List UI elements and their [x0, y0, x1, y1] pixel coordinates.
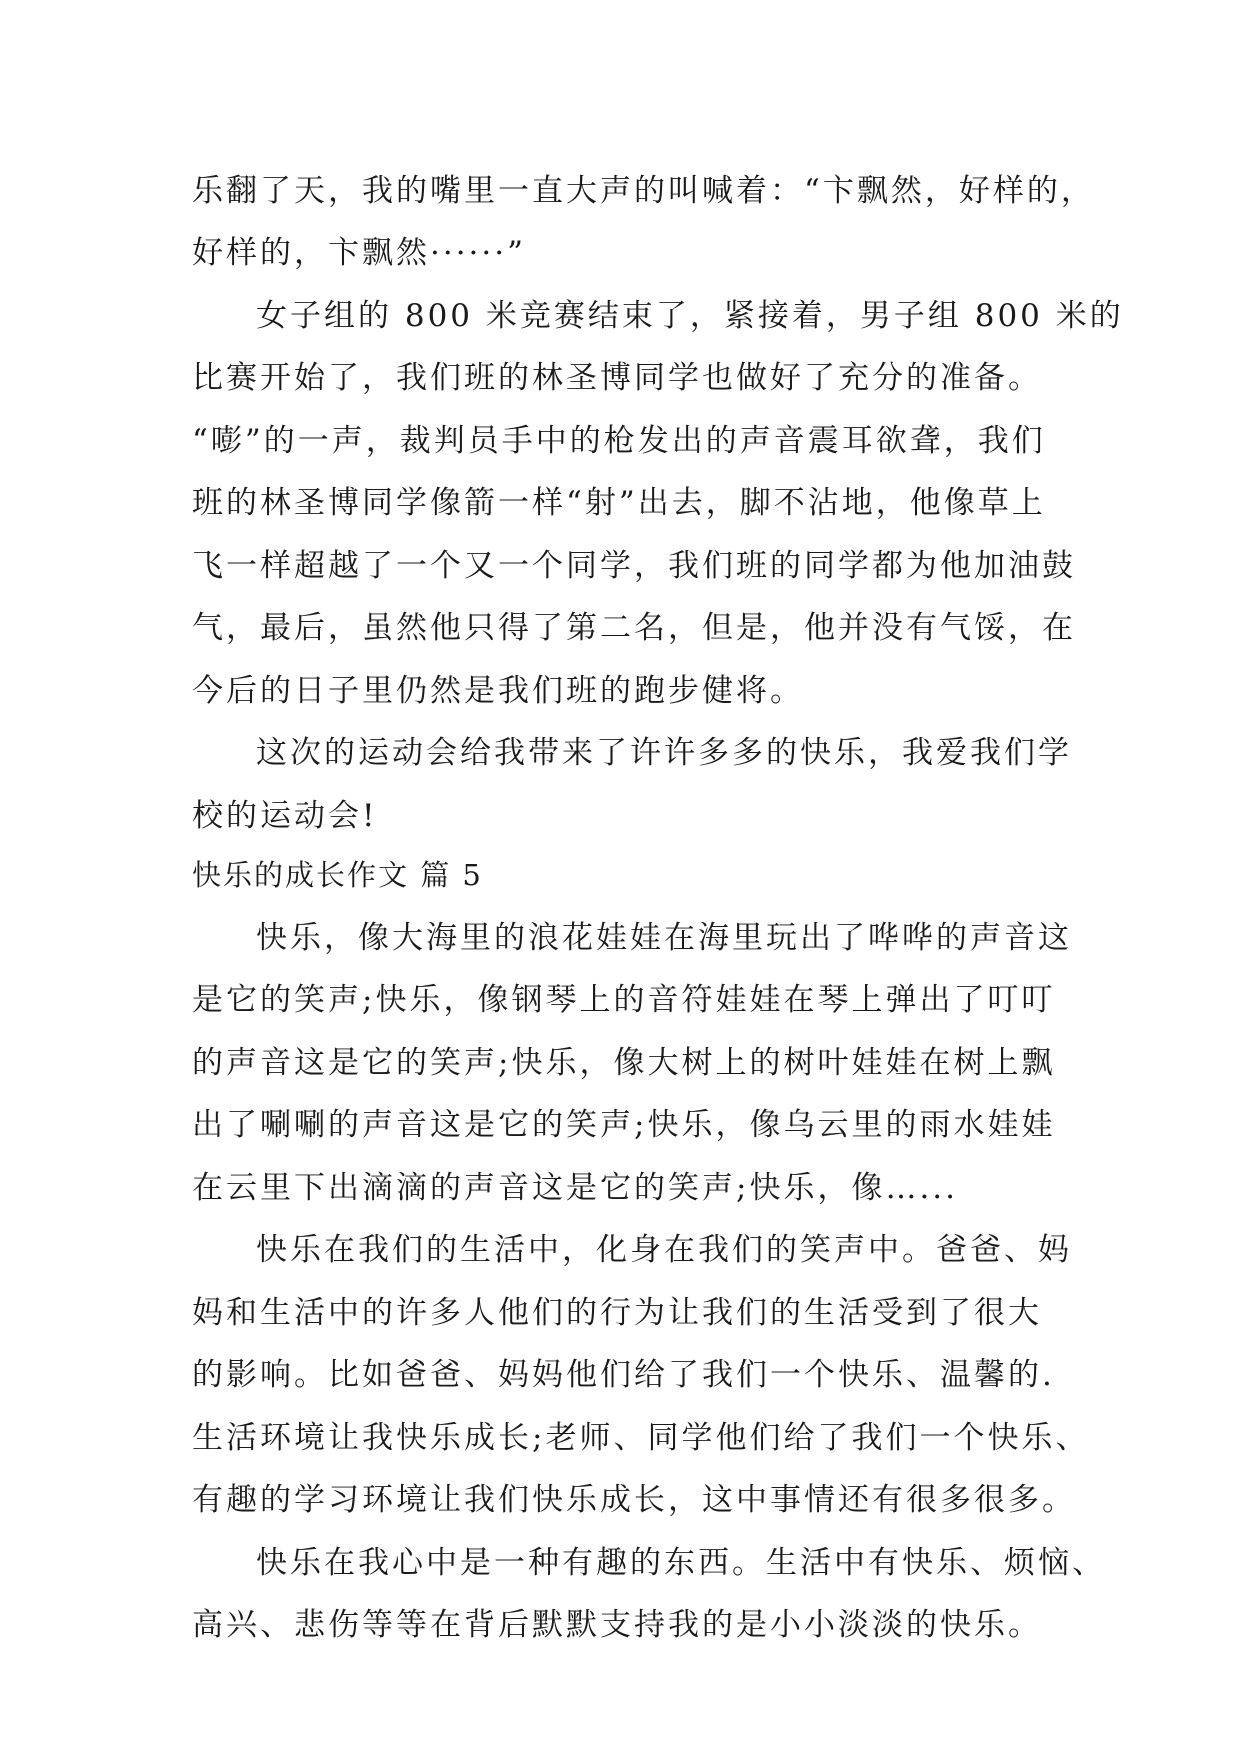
text-line: 在云里下出滴滴的声音这是它的笑声;快乐，像…...: [192, 1170, 959, 1206]
text-line: 出了唰唰的声音这是它的笑声;快乐，像乌云里的雨水娃娃: [192, 1107, 1056, 1143]
text-line: 生活环境让我快乐成长;老师、同学他们给了我们一个快乐、: [192, 1420, 1090, 1456]
paragraph-first-line: 快乐在我们的生活中，化身在我们的笑声中。爸爸、妈: [256, 1232, 1072, 1268]
text-line: 的影响。比如爸爸、妈妈他们给了我们一个快乐、温馨的.: [192, 1357, 1055, 1393]
text-line: 比赛开始了，我们班的林圣博同学也做好了充分的准备。: [192, 360, 1042, 396]
text-line: “嘭”的一声，裁判员手中的枪发出的声音震耳欲聋，我们: [192, 423, 1046, 459]
paragraph-first-line: 快乐在我心中是一种有趣的东西。生活中有快乐、烦恼、: [256, 1545, 1106, 1581]
text-line: 气，最后，虽然他只得了第二名，但是，他并没有气馁，在: [192, 610, 1076, 646]
text-line: 的声音这是它的笑声;快乐，像大树上的树叶娃娃在树上飘: [192, 1045, 1056, 1081]
paragraph-first-line: 女子组的 800 米竞赛结束了，紧接着，男子组 800 米的: [256, 298, 1124, 334]
text-line: 高兴、悲伤等等在背后默默支持我的是小小淡淡的快乐。: [192, 1607, 1042, 1643]
text-line: 飞一样超越了一个又一个同学，我们班的同学都为他加油鼓: [192, 548, 1076, 584]
section-heading: 快乐的成长作文 篇 5: [192, 858, 483, 892]
text-line: 校的运动会!: [192, 798, 378, 834]
text-line: 有趣的学习环境让我们快乐成长，这中事情还有很多很多。: [192, 1482, 1076, 1518]
paragraph-first-line: 快乐，像大海里的浪花娃娃在海里玩出了哗哗的声音这: [256, 920, 1072, 956]
paragraph-first-line: 这次的运动会给我带来了许许多多的快乐，我爱我们学: [256, 735, 1072, 771]
text-line: 是它的笑声;快乐，像钢琴上的音符娃娃在琴上弹出了叮叮: [192, 982, 1056, 1018]
text-line: 班的林圣博同学像箭一样“射”出去，脚不沾地，他像草上: [192, 485, 1046, 521]
text-line: 妈和生活中的许多人他们的行为让我们的生活受到了很大: [192, 1295, 1042, 1331]
text-line: 今后的日子里仍然是我们班的跑步健将。: [192, 673, 804, 709]
text-line: 乐翻了天，我的嘴里一直大声的叫喊着：“卞飘然，好样的，: [192, 173, 1095, 209]
text-line: 好样的，卞飘然······”: [192, 235, 526, 271]
